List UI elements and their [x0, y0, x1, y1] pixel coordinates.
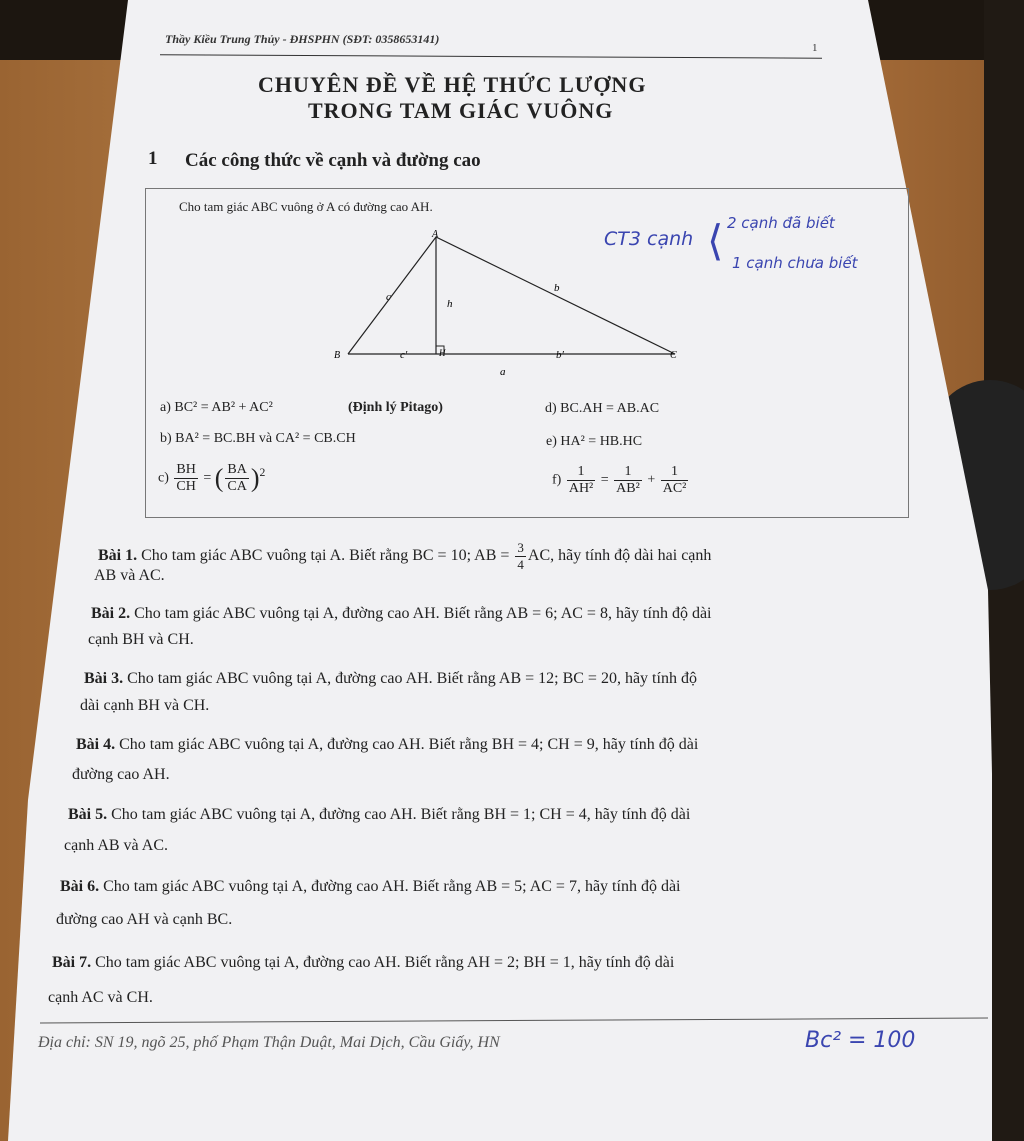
exercise-1: Bài 1. Cho tam giác ABC vuông tại A. Biết rằng BC = 10; AB = $\frac{3}{4}$ AC, hãy tính độ dài hai cạnh [98, 540, 712, 572]
doc-title-line2: TRONG TAM GIÁC VUÔNG [308, 98, 614, 123]
formula-c-rhs: $\frac{BA}{CA}$ [227, 462, 247, 494]
formula-intro: Cho tam giác ABC vuông ở A có đường cao AH. [179, 199, 433, 214]
exercise-3-line2: dài cạnh BH và CH. [80, 697, 210, 714]
label-H: H [439, 348, 446, 358]
label-C: C [670, 350, 677, 361]
exercise-5: Bài 5. Cho tam giác ABC vuông tại A, đường cao AH. Biết rằng BH = 1; CH = 4, hãy tính độ dài [68, 806, 691, 823]
label-h: h [447, 298, 453, 310]
formula-a-note: (Định lý Pitago) [348, 400, 443, 415]
exercise-2: Bài 2. Cho tam giác ABC vuông tại A, đường cao AH. Biết rằng AB = 6; AC = 8, hãy tính độ dài [91, 605, 712, 622]
formula-e: e) HA² = HB.HC [546, 434, 643, 449]
section-title: Các công thức về cạnh và đường cao [185, 150, 481, 171]
formula-c-lhs: $\frac{BH}{CH}$ [176, 462, 196, 494]
exercise-3: Bài 3. Cho tam giác ABC vuông tại A, đường cao AH. Biết rằng AB = 12; BC = 20, hãy tính độ [84, 670, 697, 687]
handwritten-brace: ⟨ [707, 216, 724, 265]
handwritten-note-bc: Bc² = 100 [805, 1028, 916, 1053]
header-author: Thầy Kiều Trung Thủy - ĐHSPHN (SĐT: 0358653141) [165, 32, 440, 46]
formula-b: b) BA² = BC.BH và CA² = CB.CH [160, 431, 356, 446]
exercise-7: Bài 7. Cho tam giác ABC vuông tại A, đường cao AH. Biết rằng AH = 2; BH = 1, hãy tính độ dài [52, 954, 675, 971]
formula-c-label: c) [158, 470, 169, 486]
exercise-6-line2: đường cao AH và cạnh BC. [56, 911, 233, 928]
exercise-4-line2: đường cao AH. [72, 766, 170, 783]
formula-c: c) $\frac{BH}{CH}$ = ( $\frac{BA}{CA}$ )$^2$ [158, 462, 266, 494]
label-c: c [386, 291, 391, 303]
formula-c-exponent: 2 [259, 466, 266, 480]
handwritten-note-known: 2 cạnh đã biết [727, 214, 835, 232]
exercise-5-line2: cạnh AB và AC. [64, 837, 168, 854]
page-number: 1 [812, 42, 818, 54]
label-b: b [554, 282, 560, 294]
label-A: A [432, 229, 439, 240]
exercise-4: Bài 4. Cho tam giác ABC vuông tại A, đường cao AH. Biết rằng BH = 4; CH = 9, hãy tính độ dài [76, 736, 699, 753]
section-number: 1 [148, 148, 158, 169]
triangle-outline [348, 237, 675, 354]
exercise-7-line2: cạnh AC và CH. [48, 989, 153, 1006]
label-b-prime: b′ [556, 349, 564, 361]
formula-d: d) BC.AH = AB.AC [545, 401, 660, 416]
exercise-2-line2: cạnh BH và CH. [88, 631, 194, 648]
handwritten-note-ct3: CT3 cạnh [604, 228, 694, 250]
handwritten-note-unknown: 1 cạnh chưa biết [732, 254, 858, 272]
formula-f: f) $\frac{1}{\text{AH²}}$ = $\frac{1}{\text{AB²}}$ + $\frac{1}{\text{AC²}}$ [552, 464, 687, 496]
formula-f-label: f) [552, 472, 562, 488]
exercise-6: Bài 6. Cho tam giác ABC vuông tại A, đường cao AH. Biết rằng AB = 5; AC = 7, hãy tính độ dài [60, 878, 681, 895]
doc-title-line1: CHUYÊN ĐỀ VỀ HỆ THỨC LƯỢNG [258, 72, 647, 97]
footer-address: Địa chỉ: SN 19, ngõ 25, phố Phạm Thận Duật, Mai Dịch, Cầu Giấy, HN [38, 1034, 500, 1051]
exercise-1-line2: AB và AC. [94, 567, 165, 584]
label-a: a [500, 366, 506, 378]
label-B: B [334, 350, 341, 361]
formula-a: a) BC² = AB² + AC² [160, 400, 273, 415]
label-c-prime: c′ [400, 349, 408, 361]
